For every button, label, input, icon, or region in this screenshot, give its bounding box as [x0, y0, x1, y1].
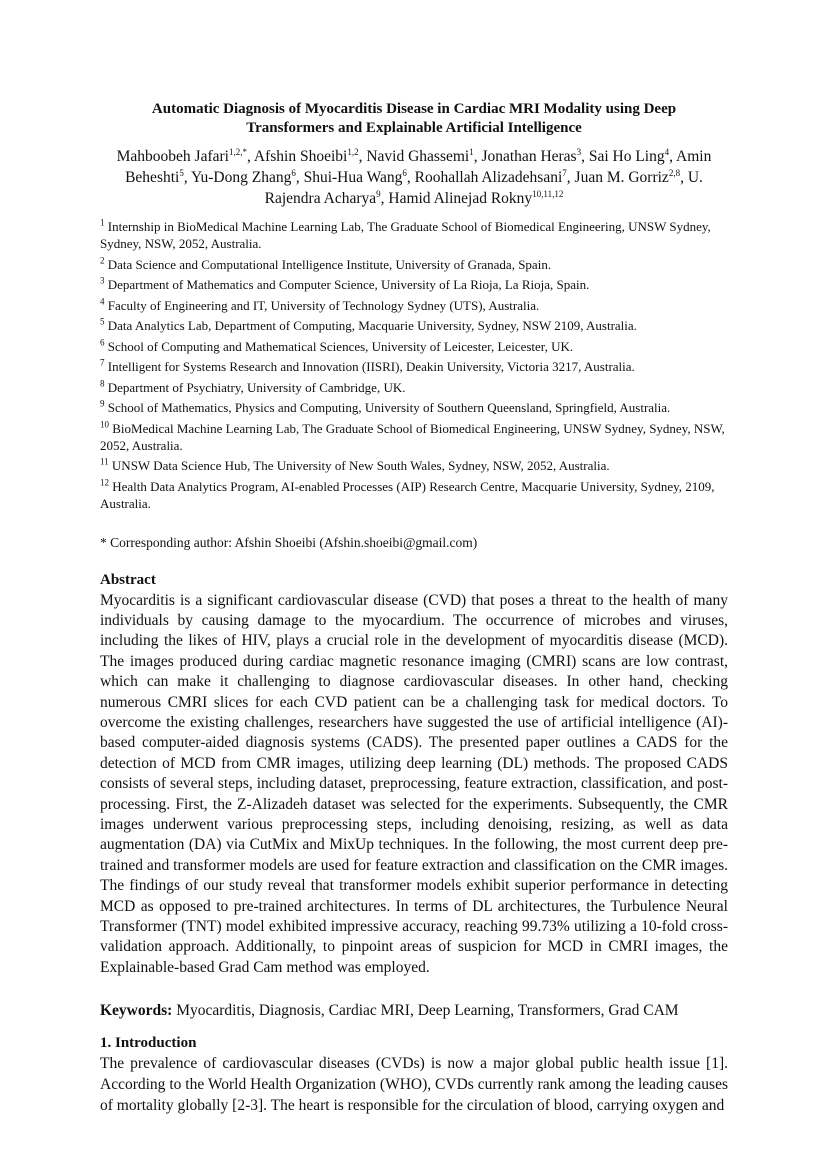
affiliation-number: 3 [100, 275, 105, 286]
affiliation-item [100, 218, 728, 252]
author-affiliation-marker: 5 [179, 167, 184, 178]
author [117, 148, 254, 165]
author-name: Yu-Dong Zhang [191, 169, 292, 186]
affiliation-item [100, 399, 728, 416]
affiliation-number: 2 [100, 255, 105, 266]
affiliation-number: 11 [100, 456, 109, 467]
affiliation-text: Internship in BioMedical Machine Learning Lab, The Graduate School of Biomedical Engineering, UNSW Sydney, Sydney, NSW, 2052, Australia. [100, 219, 711, 251]
affiliation-number: 1 [100, 217, 105, 228]
affiliation-number: 6 [100, 337, 105, 348]
author-separator: , [473, 148, 482, 165]
author [388, 190, 563, 207]
paper-title-line-2: Transformers and Explainable Artificial Intelligence [246, 120, 582, 136]
author-name: Jonathan Heras [481, 148, 577, 165]
affiliation-list [100, 218, 728, 512]
author-separator: , [566, 169, 575, 186]
affiliation-number: 12 [100, 477, 109, 488]
author-name: Juan M. Gorriz [574, 169, 669, 186]
affiliation-item [100, 420, 728, 454]
affiliation-number: 9 [100, 398, 105, 409]
author-list [100, 146, 728, 209]
corresponding-author: * Corresponding author: Afshin Shoeibi (Afshin.shoeibi@gmail.com) [100, 534, 478, 550]
author-name: Sai Ho Ling [588, 148, 665, 165]
affiliation-text: Faculty of Engineering and IT, University of Technology Sydney (UTS), Australia. [107, 297, 540, 313]
author-affiliation-marker: 2,8 [668, 167, 681, 178]
affiliation-item [100, 297, 728, 314]
author-separator: , [680, 169, 684, 186]
keywords-text: Myocarditis, Diagnosis, Cardiac MRI, Deep Learning, Transformers, Grad CAM [172, 1002, 679, 1020]
author-separator: , [358, 148, 367, 165]
author [304, 169, 415, 186]
affiliation-number: 8 [100, 378, 105, 389]
author-name: Afshin Shoeibi [253, 148, 348, 165]
author [415, 169, 575, 186]
affiliation-number: 10 [100, 419, 109, 430]
affiliation-text: School of Mathematics, Physics and Computing, University of Southern Queensland, Springfield, Australia. [107, 400, 671, 415]
author-affiliation-marker: 1 [469, 146, 474, 157]
author-separator: , [669, 148, 677, 165]
author [575, 169, 684, 186]
author-name: Hamid Alinejad Rokny [388, 190, 533, 207]
affiliation-number: 4 [100, 296, 105, 307]
affiliation-item [100, 358, 728, 375]
author [254, 148, 366, 165]
author-name: U. Rajendra Acharya [264, 169, 703, 207]
affiliation-item [100, 338, 728, 355]
author-separator: , [295, 169, 304, 186]
affiliation-item [100, 276, 728, 293]
author [589, 148, 676, 165]
affiliation-item [100, 457, 728, 474]
author-affiliation-marker: 3 [576, 146, 582, 157]
author [191, 169, 304, 186]
author-affiliation-marker: 1,2 [347, 146, 359, 157]
affiliation-item [100, 256, 728, 273]
author-affiliation-marker: 1,2,* [228, 146, 247, 157]
introduction-heading: 1. Introduction [100, 1035, 197, 1052]
introduction-text: The prevalence of cardiovascular diseases (CVDs) is now a major global public health issue [1]. According to the World Health Organization (WHO), CVDs currently rank among the leading causes of mortality globally [2-3]. The heart is responsible for the circulation of blood, carrying oxygen and [100, 1055, 728, 1115]
affiliation-item [100, 478, 728, 512]
author-separator: , [246, 148, 254, 165]
abstract-text: Myocarditis is a significant cardiovascular disease (CVD) that poses a threat to the health of many individuals by causing damage to the myocardium. The occurrence of microbes and viruses, including the likes of HIV, plays a crucial role in the development of myocarditis disease (MCD). The images produced during cardiac magnetic resonance imaging (CMRI) scans are low contrast, which can make it challenging to diagnose cardiovascular diseases. In other hand, checking numerous CMRI slices for each CVD patient can be a challenging task for medical doctors. To overcome the existing challenges, researchers have suggested the use of artificial intelligence (AI)-based computer-aided diagnosis systems (CADS). The presented paper outlines a CADS for the detection of MCD from CMR images, utilizing deep learning (DL) methods. The proposed CADS consists of several steps, including dataset, preprocessing, feature extraction, classification, and post-processing. First, the Z-Alizadeh dataset was selected for the experiments. Subsequently, the CMR images underwent various preprocessing steps, including denoising, resizing, as well as data augmentation (DA) via CutMix and MixUp techniques. In the following, the most current deep pre-trained and transformer models are used for feature extraction and classification on the CMR images. The findings of our study reveal that transformer models exhibit superior performance in detecting MCD as opposed to pre-trained architectures. In terms of DL architectures, the Turbulence Neural Transformer (TNT) model exhibited impressive accuracy, reaching 99.73% utilizing a 10-fold cross-validation approach. Additionally, to pinpoint areas of suspicion for MCD in CMRI images, the Explainable-based Grad Cam method was employed. [100, 591, 728, 976]
keywords-label: Keywords: [100, 1002, 173, 1020]
author-separator: , [183, 169, 192, 186]
affiliation-item [100, 379, 728, 396]
author-affiliation-marker: 9 [376, 188, 381, 199]
affiliation-text: UNSW Data Science Hub, The University of New South Wales, Sydney, NSW, 2052, Australia. [111, 458, 610, 473]
author-separator: , [380, 190, 389, 207]
author-affiliation-marker: 7 [562, 167, 567, 178]
affiliation-text: Health Data Analytics Program, AI-enabled Processes (AIP) Research Centre, Macquarie University, Sydney, 2109, Australia. [100, 478, 715, 511]
affiliation-text: Department of Psychiatry, University of Cambridge, UK. [107, 379, 406, 395]
affiliation-number: 5 [100, 316, 105, 327]
affiliation-text: Data Analytics Lab, Department of Computing, Macquarie University, Sydney, NSW 2109, Australia. [107, 318, 637, 333]
paper-title-line-1: Automatic Diagnosis of Myocarditis Disease in Cardiac MRI Modality using Deep [151, 101, 677, 117]
affiliation-text: School of Computing and Mathematical Sciences, University of Leicester, Leicester, UK. [107, 338, 574, 354]
affiliation-text: Data Science and Computational Intelligence Institute, University of Granada, Spain. [107, 256, 552, 272]
paper-title [100, 100, 728, 138]
author [481, 148, 588, 165]
author [366, 148, 481, 165]
affiliation-text: BioMedical Machine Learning Lab, The Graduate School of Biomedical Engineering, UNSW Sydney, Sydney, NSW, 2052, Australia. [100, 420, 725, 453]
author-name: Navid Ghassemi [366, 148, 470, 165]
author-affiliation-marker: 10,11,12 [532, 188, 564, 199]
author-separator: , [581, 148, 589, 165]
affiliation-item [100, 317, 728, 334]
abstract-heading: Abstract [100, 571, 156, 588]
author-separator: , [406, 169, 415, 186]
affiliation-text: Department of Mathematics and Computer Science, University of La Rioja, La Rioja, Spain. [107, 277, 590, 292]
keywords [100, 1001, 728, 1021]
affiliation-text: Intelligent for Systems Research and Innovation (IISRI), Deakin University, Victoria 3217, Australia. [107, 359, 635, 374]
author-name: Mahboobeh Jafari [116, 148, 229, 165]
author-name: Shui-Hua Wang [303, 169, 403, 186]
author-name: Amin Beheshti [125, 148, 712, 186]
author-affiliation-marker: 6 [291, 167, 296, 178]
author-affiliation-marker: 4 [664, 146, 670, 157]
author-name: Roohallah Alizadehsani [414, 169, 563, 186]
affiliation-number: 7 [100, 357, 105, 368]
author-affiliation-marker: 6 [402, 167, 407, 178]
